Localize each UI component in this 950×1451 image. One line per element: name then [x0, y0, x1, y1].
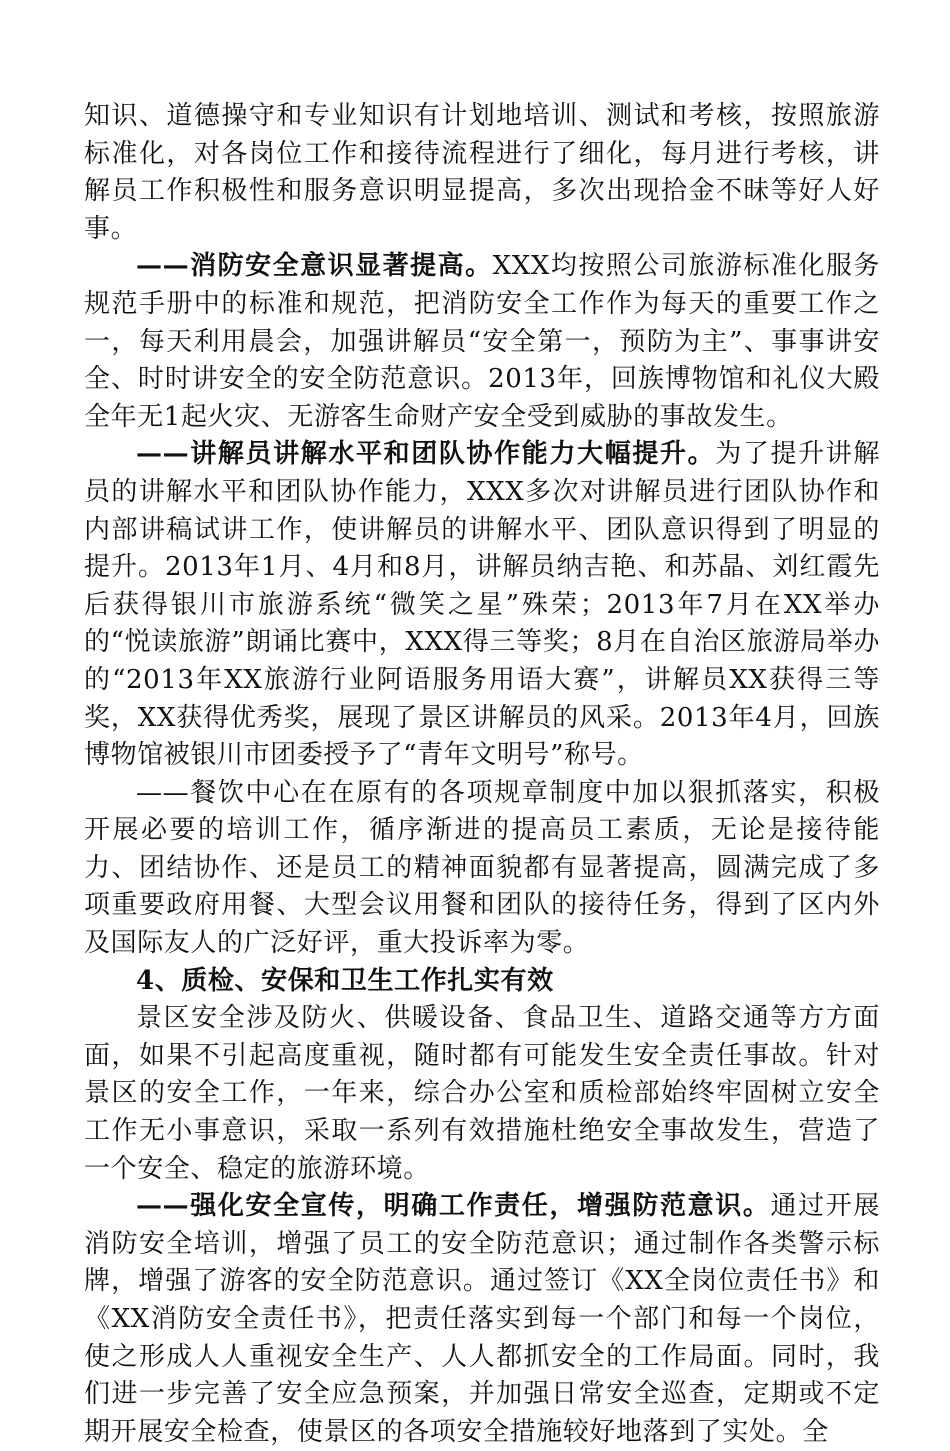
paragraph-text: XXX均按照公司旅游标准化服务规范手册中的标准和规范，把消防安全工作作为每天的重要工作之一，每天利用晨会，加强讲解员“安全第一，预防为主”、事事讲安全、时时讲安全的安全防范意识。2013年，回族博物馆和礼仪大殿全年无1起火灾、无游客生命财产安全受到威胁的事故发生。 — [84, 251, 880, 432]
paragraph-lead: ——消防安全意识显著提高。 — [136, 251, 493, 282]
paragraph-text: 知识、道德操守和专业知识有计划地培训、测试和考核，按照旅游标准化，对各岗位工作和接待流程进行了细化，每月进行考核，讲解员工作积极性和服务意识明显提高，多次出现拾金不昧等好人好事。 — [84, 101, 880, 244]
paragraph-text: ——餐饮中心在在原有的各项规章制度中加以狠抓落实，积极开展必要的培训工作，循序渐进的提高员工素质，无论是接待能力、团结协作、还是员工的精神面貌都有显著提高，圆满完成了多项重要政府用餐、大型会议用餐和团队的接待任务，得到了区内外及国际友人的广泛好评，重大投诉率为零。 — [84, 777, 880, 959]
paragraph-scenic-safety — [84, 1000, 880, 1188]
paragraph-text: 为了提升讲解员的讲解水平和团队协作能力，XXX多次对讲解员进行团队协作和内部讲稿试讲工作，使讲解员的讲解水平、团队意识得到了明显的提升。2013年1月、4月和8月，讲解员纳吉艳、和苏晶、刘红霞先后获得银川市旅游系统“微笑之星”殊荣；2013年7月在XX举办的“悦读旅游”朗诵比赛中，XXX得三等奖；8月在自治区旅游局举办的“2013年XX旅游行业阿语服务用语大赛”，讲解员XX获得三等奖，XX获得优秀奖，展现了景区讲解员的风采。2013年4月，回族博物馆被银川市团委授予了“青年文明号”称号。 — [84, 439, 880, 771]
paragraph-text: 景区安全涉及防火、供暖设备、食品卫生、道路交通等方方面面，如果不引起高度重视，随时都有可能发生安全责任事故。针对景区的安全工作，一年来，综合办公室和质检部始终牢固树立安全工作无小事意识，采取一系列有效措施杜绝安全事故发生，营造了一个安全、稳定的旅游环境。 — [84, 1003, 880, 1184]
paragraph-lead: ——强化安全宣传，明确工作责任，增强防范意识。 — [136, 1191, 771, 1222]
paragraph-text: 通过开展消防安全培训，增强了员工的安全防范意识；通过制作各类警示标牌，增强了游客的安全防范意识。通过签订《XX全岗位责任书》和《XX消防安全责任书》，把责任落实到每一个部门和每一个岗位，使之形成人人重视安全生产、人人都抓安全的工作局面。同时，我们进一步完善了安全应急预案，并加强日常安全巡查，定期或不定期开展安全检查，使景区的各项安全措施较好地落到了实处。全 — [84, 1191, 880, 1447]
paragraph-fire-safety — [84, 248, 880, 436]
paragraph-continued — [84, 98, 880, 248]
paragraph-lead: ——讲解员讲解水平和团队协作能力大幅提升。 — [136, 439, 716, 470]
document-page — [84, 98, 880, 1451]
paragraph-guide-teamwork — [84, 436, 880, 774]
section-heading: 4、质检、安保和卫生工作扎实有效 — [136, 965, 554, 996]
paragraph-catering — [84, 775, 880, 963]
paragraph-safety-publicity — [84, 1188, 880, 1451]
